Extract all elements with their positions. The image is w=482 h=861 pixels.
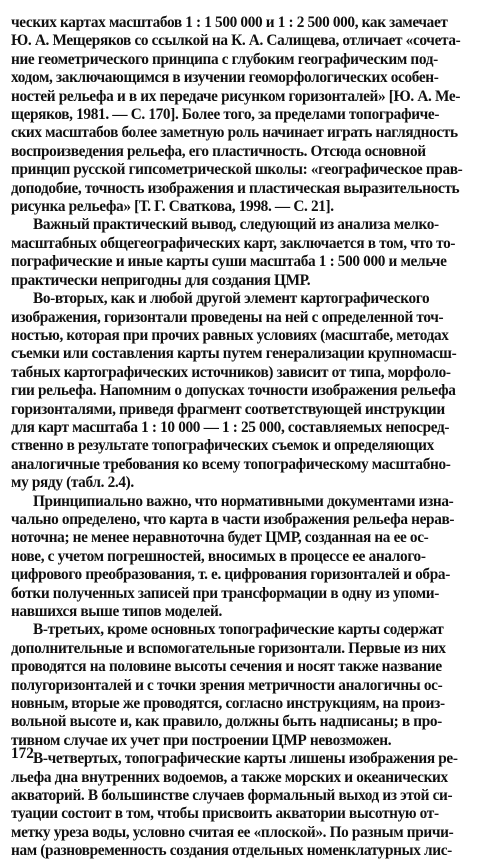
text-line: нове, с учетом погрешностей, вносимых в процессе ее аналого- xyxy=(11,547,426,565)
text-line: горизонталями, приведя фрагмент соответствующей инструкции xyxy=(11,400,445,418)
text-line: ботки полученных записей при трансформации в одну из упоми- xyxy=(11,584,439,602)
text-line: ностей рельефа и в их передаче рисунком горизонталей» [Ю. А. Ме- xyxy=(11,87,461,105)
text-line: цифрового преобразования, т. е. цифрования горизонталей и обра- xyxy=(11,566,450,584)
body-text xyxy=(11,14,473,861)
text-line: ние геометрического принципа с глубоким географическим под- xyxy=(11,50,438,68)
text-line: Ю. А. Мещеряков со ссылкой на К. А. Салищева, отличает «сочета- xyxy=(11,32,461,50)
text-line: проводятся на половине высоты сечения и носят также название xyxy=(11,658,442,676)
text-line: пографические и иные карты суши масштаба 1 : 500 000 и мельче xyxy=(11,253,447,271)
text-line: аналогичные требования ко всему топографическому масштабно- xyxy=(11,455,451,473)
text-line: Во-вторых, как и любой другой элемент картографического xyxy=(33,290,430,308)
text-line: чально определено, что карта в части изображения рельефа нерав- xyxy=(11,510,455,528)
text-line: ностью, которая при прочих равных условиях (масштабе, методах xyxy=(11,326,449,344)
text-line: туации состоит в том, чтобы присвоить акватории высотную от- xyxy=(11,805,439,823)
text-line: В-третьих, кроме основных топографические карты содержат xyxy=(33,621,444,639)
text-line: щеряков, 1981. — С. 170]. Более того, за пределами топографиче- xyxy=(11,106,440,124)
text-line: практически непригодны для создания ЦМР. xyxy=(11,271,311,289)
text-line: ческих картах масштабов 1 : 1 500 000 и 1 : 2 500 000, как замечает xyxy=(11,14,448,31)
text-line: принцип русской гипсометрической школы: «географическое прав- xyxy=(11,161,463,179)
text-line: полугоризонталей и с точки зрения метричности аналогичны ос- xyxy=(11,676,443,694)
text-line: акваторий. В большинстве случаев формальный выход из этой си- xyxy=(11,787,453,805)
text-line: табных картографических источников) зависит от типа, морфоло- xyxy=(11,363,451,381)
text-line: тивном случае их учет при построении ЦМР невозможен. xyxy=(11,731,392,749)
text-line: доподобие, точность изображения и пластическая выразительность xyxy=(11,179,460,197)
text-line: В-четвертых, топографические карты лишены изображения ре- xyxy=(33,750,458,768)
text-line: масштабных общегеографических карт, заключается в том, что то- xyxy=(11,234,456,252)
text-line: изображения, горизонтали проведены на ней с определенной точ- xyxy=(11,308,444,326)
text-line: рисунка рельефа» [Т. Г. Сваткова, 1998. — С. 21]. xyxy=(11,198,334,216)
text-line: льефа дна внутренних водоемов, а также морских и океанических xyxy=(11,768,448,786)
text-line: ноточна; не менее неравноточна будет ЦМР, созданная на ее ос- xyxy=(11,529,429,547)
text-line: для карт масштаба 1 : 10 000 — 1 : 25 000, составляемых непосред- xyxy=(11,418,450,436)
text-line: Принципиально важно, что нормативными документами изна- xyxy=(33,492,454,510)
text-line: му ряду (табл. 2.4). xyxy=(11,474,134,492)
text-line: дополнительные и вспомогательные горизонтали. Первые из них xyxy=(11,639,446,657)
text-line: новным, вторые же проводятся, согласно инструкциям, на произ- xyxy=(11,695,445,713)
text-line: съемки или составления карты путем генерализации крупномасш- xyxy=(11,345,457,363)
text-line: ственно в результате топографических съемок и определяющих xyxy=(11,437,434,455)
text-line: вольной высоте и, как правило, должны быть надписаны; в про- xyxy=(11,713,442,731)
text-line: ходом, заключающимся в изучении геоморфологических особен- xyxy=(11,69,439,87)
text-line: ских масштабов более заметную роль начинает играть наглядность xyxy=(11,124,458,142)
text-line: навшихся выше типов моделей. xyxy=(11,603,222,620)
text-line: Важный практический вывод, следующий из анализа мелко- xyxy=(33,216,439,234)
text-line: нам (разновременность создания отдельных номенклатурных лис- xyxy=(11,842,452,860)
text-line: метку уреза воды, условно считая ее «плоской». По разным причи- xyxy=(11,823,454,841)
text-line: гии рельефа. Напомним о допусках точности изображения рельефа xyxy=(11,382,456,400)
text-line: воспроизведения рельефа, его пластичность. Отсюда основной xyxy=(11,142,426,160)
page-number: 172 xyxy=(11,745,34,762)
